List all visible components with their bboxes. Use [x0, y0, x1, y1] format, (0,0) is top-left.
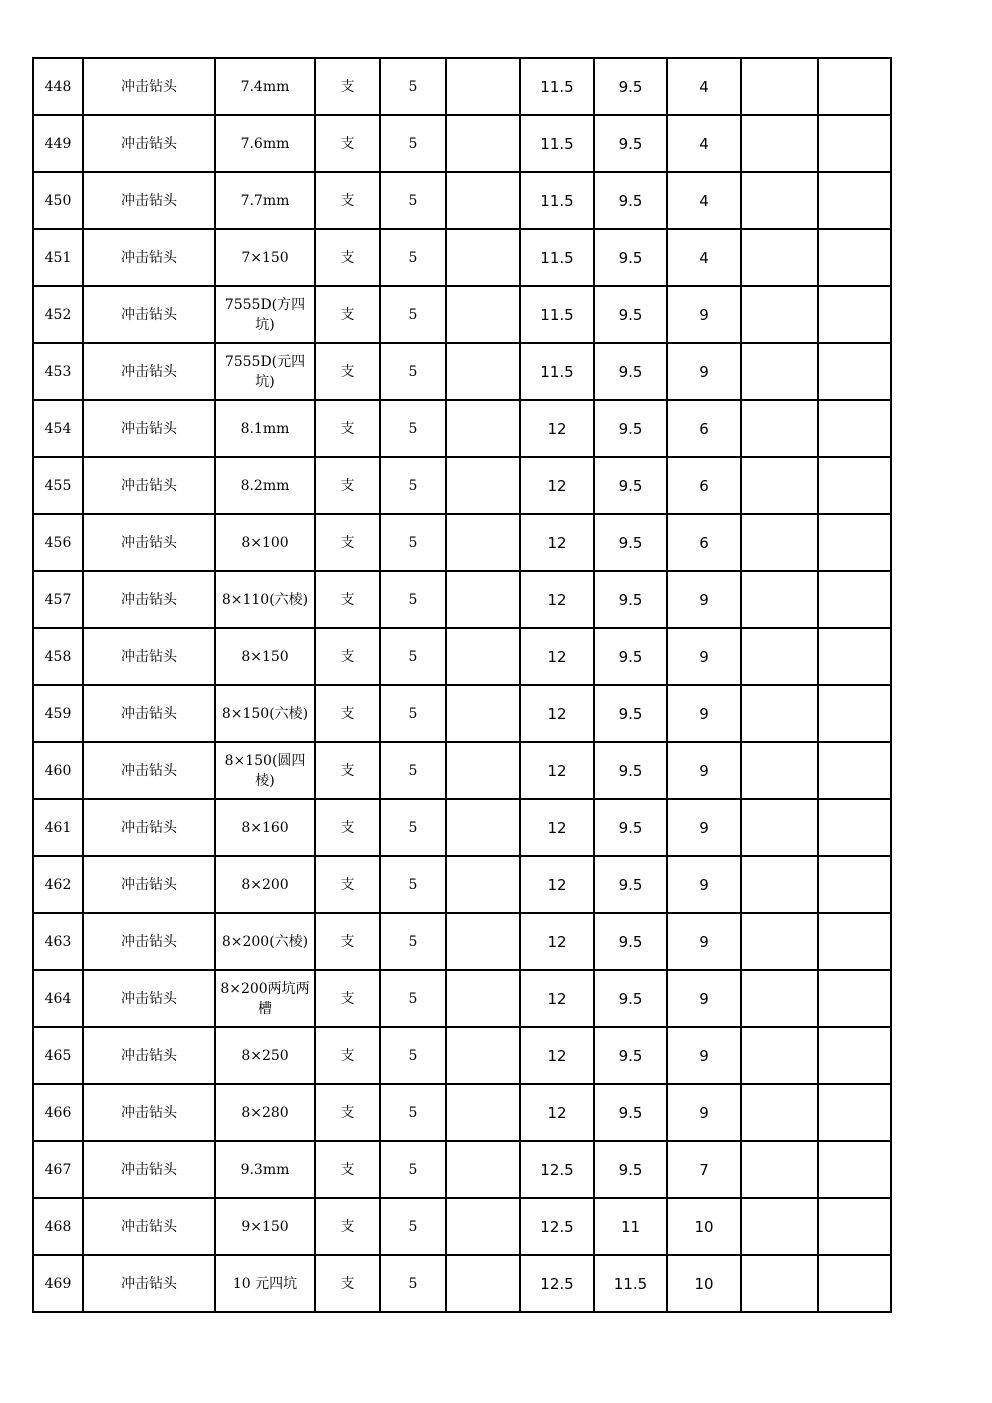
- item-name-cell: 冲击钻头: [83, 1027, 215, 1084]
- empty-cell: [818, 457, 891, 514]
- empty-cell: [741, 1255, 818, 1312]
- empty-cell: [818, 856, 891, 913]
- price-2-cell: 9.5: [594, 343, 667, 400]
- item-unit-cell: 支: [315, 115, 380, 172]
- item-qty-cell: 5: [380, 1027, 446, 1084]
- empty-cell: [818, 685, 891, 742]
- table-row: [33, 115, 891, 172]
- item-qty-cell: 5: [380, 1141, 446, 1198]
- table-row: [33, 742, 891, 799]
- empty-cell: [446, 115, 520, 172]
- empty-cell: [818, 115, 891, 172]
- table-row: [33, 799, 891, 856]
- item-name-cell: 冲击钻头: [83, 970, 215, 1027]
- empty-cell: [818, 1198, 891, 1255]
- item-number-cell: 467: [33, 1141, 83, 1198]
- price-1-cell: 11.5: [520, 286, 594, 343]
- price-1-cell: 12: [520, 742, 594, 799]
- price-2-cell: 11: [594, 1198, 667, 1255]
- empty-cell: [818, 400, 891, 457]
- price-3-cell: 9: [667, 1084, 741, 1141]
- price-2-cell: 9.5: [594, 172, 667, 229]
- table-row: [33, 1084, 891, 1141]
- empty-cell: [446, 58, 520, 115]
- item-qty-cell: 5: [380, 1255, 446, 1312]
- table-row: [33, 400, 891, 457]
- table-row: [33, 913, 891, 970]
- item-name-cell: 冲击钻头: [83, 1255, 215, 1312]
- item-number-cell: 468: [33, 1198, 83, 1255]
- empty-cell: [818, 514, 891, 571]
- item-qty-cell: 5: [380, 229, 446, 286]
- item-spec-cell: 8×200: [215, 856, 315, 913]
- empty-cell: [741, 628, 818, 685]
- item-qty-cell: 5: [380, 856, 446, 913]
- item-name-cell: 冲击钻头: [83, 58, 215, 115]
- empty-cell: [446, 457, 520, 514]
- price-2-cell: 9.5: [594, 115, 667, 172]
- item-qty-cell: 5: [380, 742, 446, 799]
- item-spec-cell: 7.4mm: [215, 58, 315, 115]
- price-1-cell: 11.5: [520, 229, 594, 286]
- item-spec-cell: 9.3mm: [215, 1141, 315, 1198]
- price-table: [32, 57, 892, 1313]
- item-qty-cell: 5: [380, 58, 446, 115]
- item-unit-cell: 支: [315, 1198, 380, 1255]
- price-2-cell: 9.5: [594, 685, 667, 742]
- item-spec-cell: 8×150(六棱): [215, 685, 315, 742]
- price-2-cell: 9.5: [594, 799, 667, 856]
- item-number-cell: 457: [33, 571, 83, 628]
- empty-cell: [818, 58, 891, 115]
- empty-cell: [446, 172, 520, 229]
- table-row: [33, 970, 891, 1027]
- item-unit-cell: 支: [315, 685, 380, 742]
- item-qty-cell: 5: [380, 172, 446, 229]
- price-3-cell: 9: [667, 970, 741, 1027]
- price-2-cell: 9.5: [594, 1027, 667, 1084]
- price-1-cell: 12: [520, 514, 594, 571]
- empty-cell: [741, 1084, 818, 1141]
- price-3-cell: 9: [667, 286, 741, 343]
- item-name-cell: 冲击钻头: [83, 685, 215, 742]
- empty-cell: [446, 1255, 520, 1312]
- price-1-cell: 12: [520, 628, 594, 685]
- empty-cell: [818, 628, 891, 685]
- empty-cell: [446, 514, 520, 571]
- price-2-cell: 9.5: [594, 400, 667, 457]
- price-2-cell: 9.5: [594, 229, 667, 286]
- empty-cell: [741, 229, 818, 286]
- item-spec-cell: 8×150(圆四棱): [215, 742, 315, 799]
- empty-cell: [818, 1255, 891, 1312]
- item-spec-cell: 8×200(六棱): [215, 913, 315, 970]
- empty-cell: [446, 1084, 520, 1141]
- item-qty-cell: 5: [380, 970, 446, 1027]
- price-2-cell: 9.5: [594, 1084, 667, 1141]
- item-name-cell: 冲击钻头: [83, 343, 215, 400]
- price-2-cell: 9.5: [594, 742, 667, 799]
- item-number-cell: 456: [33, 514, 83, 571]
- price-3-cell: 9: [667, 913, 741, 970]
- item-name-cell: 冲击钻头: [83, 400, 215, 457]
- item-spec-cell: 7.7mm: [215, 172, 315, 229]
- price-2-cell: 9.5: [594, 970, 667, 1027]
- item-number-cell: 460: [33, 742, 83, 799]
- item-spec-cell: 8.1mm: [215, 400, 315, 457]
- price-3-cell: 6: [667, 400, 741, 457]
- item-number-cell: 465: [33, 1027, 83, 1084]
- item-unit-cell: 支: [315, 58, 380, 115]
- empty-cell: [446, 685, 520, 742]
- empty-cell: [446, 1141, 520, 1198]
- empty-cell: [741, 343, 818, 400]
- empty-cell: [741, 514, 818, 571]
- item-number-cell: 452: [33, 286, 83, 343]
- empty-cell: [446, 343, 520, 400]
- empty-cell: [818, 1141, 891, 1198]
- empty-cell: [818, 742, 891, 799]
- item-name-cell: 冲击钻头: [83, 457, 215, 514]
- price-3-cell: 6: [667, 457, 741, 514]
- empty-cell: [818, 1027, 891, 1084]
- item-number-cell: 461: [33, 799, 83, 856]
- item-spec-cell: 7.6mm: [215, 115, 315, 172]
- item-unit-cell: 支: [315, 1027, 380, 1084]
- price-2-cell: 9.5: [594, 514, 667, 571]
- table-row: [33, 457, 891, 514]
- item-spec-cell: 7555D(元四坑): [215, 343, 315, 400]
- item-qty-cell: 5: [380, 400, 446, 457]
- price-1-cell: 12.5: [520, 1141, 594, 1198]
- item-name-cell: 冲击钻头: [83, 799, 215, 856]
- empty-cell: [446, 799, 520, 856]
- item-spec-cell: 8×160: [215, 799, 315, 856]
- empty-cell: [741, 856, 818, 913]
- table-row: [33, 1255, 891, 1312]
- price-2-cell: 9.5: [594, 457, 667, 514]
- price-2-cell: 9.5: [594, 856, 667, 913]
- item-unit-cell: 支: [315, 970, 380, 1027]
- price-3-cell: 9: [667, 343, 741, 400]
- price-3-cell: 6: [667, 514, 741, 571]
- item-name-cell: 冲击钻头: [83, 514, 215, 571]
- item-number-cell: 451: [33, 229, 83, 286]
- empty-cell: [741, 742, 818, 799]
- empty-cell: [741, 457, 818, 514]
- empty-cell: [741, 571, 818, 628]
- item-unit-cell: 支: [315, 400, 380, 457]
- table-row: [33, 628, 891, 685]
- empty-cell: [818, 799, 891, 856]
- item-number-cell: 466: [33, 1084, 83, 1141]
- price-1-cell: 12.5: [520, 1255, 594, 1312]
- empty-cell: [446, 286, 520, 343]
- item-unit-cell: 支: [315, 286, 380, 343]
- item-unit-cell: 支: [315, 856, 380, 913]
- empty-cell: [818, 1084, 891, 1141]
- item-unit-cell: 支: [315, 571, 380, 628]
- table-row: [33, 514, 891, 571]
- item-name-cell: 冲击钻头: [83, 1141, 215, 1198]
- item-qty-cell: 5: [380, 1198, 446, 1255]
- price-1-cell: 12: [520, 970, 594, 1027]
- item-number-cell: 462: [33, 856, 83, 913]
- empty-cell: [446, 1027, 520, 1084]
- empty-cell: [741, 286, 818, 343]
- empty-cell: [741, 1198, 818, 1255]
- empty-cell: [818, 913, 891, 970]
- empty-cell: [818, 286, 891, 343]
- empty-cell: [446, 742, 520, 799]
- price-1-cell: 12: [520, 685, 594, 742]
- empty-cell: [741, 970, 818, 1027]
- price-1-cell: 12: [520, 400, 594, 457]
- item-unit-cell: 支: [315, 172, 380, 229]
- empty-cell: [741, 400, 818, 457]
- item-qty-cell: 5: [380, 115, 446, 172]
- price-1-cell: 11.5: [520, 58, 594, 115]
- price-1-cell: 12: [520, 913, 594, 970]
- table-row: [33, 58, 891, 115]
- price-3-cell: 9: [667, 628, 741, 685]
- item-number-cell: 448: [33, 58, 83, 115]
- item-spec-cell: 8×200两坑两槽: [215, 970, 315, 1027]
- item-unit-cell: 支: [315, 1141, 380, 1198]
- item-number-cell: 469: [33, 1255, 83, 1312]
- empty-cell: [818, 229, 891, 286]
- empty-cell: [446, 229, 520, 286]
- price-3-cell: 10: [667, 1255, 741, 1312]
- price-1-cell: 12: [520, 799, 594, 856]
- price-1-cell: 12: [520, 856, 594, 913]
- item-name-cell: 冲击钻头: [83, 742, 215, 799]
- item-qty-cell: 5: [380, 343, 446, 400]
- table-row: [33, 343, 891, 400]
- price-2-cell: 11.5: [594, 1255, 667, 1312]
- table-body: [33, 58, 891, 1312]
- empty-cell: [818, 172, 891, 229]
- empty-cell: [446, 913, 520, 970]
- empty-cell: [741, 799, 818, 856]
- item-unit-cell: 支: [315, 343, 380, 400]
- empty-cell: [446, 571, 520, 628]
- price-2-cell: 9.5: [594, 286, 667, 343]
- item-name-cell: 冲击钻头: [83, 571, 215, 628]
- table-row: [33, 571, 891, 628]
- empty-cell: [741, 1027, 818, 1084]
- item-name-cell: 冲击钻头: [83, 286, 215, 343]
- item-spec-cell: 8×100: [215, 514, 315, 571]
- price-3-cell: 4: [667, 58, 741, 115]
- table-row: [33, 1198, 891, 1255]
- empty-cell: [741, 115, 818, 172]
- item-number-cell: 453: [33, 343, 83, 400]
- price-1-cell: 12.5: [520, 1198, 594, 1255]
- item-name-cell: 冲击钻头: [83, 172, 215, 229]
- item-unit-cell: 支: [315, 1084, 380, 1141]
- table-row: [33, 1141, 891, 1198]
- price-3-cell: 9: [667, 856, 741, 913]
- price-1-cell: 12: [520, 571, 594, 628]
- item-number-cell: 454: [33, 400, 83, 457]
- item-name-cell: 冲击钻头: [83, 1198, 215, 1255]
- item-qty-cell: 5: [380, 913, 446, 970]
- item-number-cell: 455: [33, 457, 83, 514]
- table-row: [33, 229, 891, 286]
- price-1-cell: 12: [520, 1084, 594, 1141]
- empty-cell: [818, 970, 891, 1027]
- item-qty-cell: 5: [380, 457, 446, 514]
- item-name-cell: 冲击钻头: [83, 229, 215, 286]
- item-name-cell: 冲击钻头: [83, 913, 215, 970]
- item-spec-cell: 8×250: [215, 1027, 315, 1084]
- item-name-cell: 冲击钻头: [83, 115, 215, 172]
- empty-cell: [446, 1198, 520, 1255]
- price-2-cell: 9.5: [594, 913, 667, 970]
- item-unit-cell: 支: [315, 742, 380, 799]
- item-unit-cell: 支: [315, 913, 380, 970]
- price-1-cell: 11.5: [520, 343, 594, 400]
- item-qty-cell: 5: [380, 571, 446, 628]
- item-number-cell: 458: [33, 628, 83, 685]
- item-unit-cell: 支: [315, 1255, 380, 1312]
- price-1-cell: 12: [520, 1027, 594, 1084]
- item-name-cell: 冲击钻头: [83, 856, 215, 913]
- price-1-cell: 11.5: [520, 172, 594, 229]
- item-spec-cell: 8×150: [215, 628, 315, 685]
- item-spec-cell: 8×280: [215, 1084, 315, 1141]
- price-2-cell: 9.5: [594, 571, 667, 628]
- item-unit-cell: 支: [315, 229, 380, 286]
- price-2-cell: 9.5: [594, 1141, 667, 1198]
- table-row: [33, 1027, 891, 1084]
- price-3-cell: 7: [667, 1141, 741, 1198]
- empty-cell: [818, 571, 891, 628]
- item-number-cell: 463: [33, 913, 83, 970]
- item-spec-cell: 8.2mm: [215, 457, 315, 514]
- table-row: [33, 856, 891, 913]
- table-row: [33, 685, 891, 742]
- item-name-cell: 冲击钻头: [83, 628, 215, 685]
- item-qty-cell: 5: [380, 628, 446, 685]
- item-number-cell: 459: [33, 685, 83, 742]
- table-row: [33, 172, 891, 229]
- item-unit-cell: 支: [315, 514, 380, 571]
- table-row: [33, 286, 891, 343]
- item-number-cell: 464: [33, 970, 83, 1027]
- empty-cell: [446, 970, 520, 1027]
- price-3-cell: 4: [667, 172, 741, 229]
- item-qty-cell: 5: [380, 1084, 446, 1141]
- empty-cell: [818, 343, 891, 400]
- price-1-cell: 12: [520, 457, 594, 514]
- item-unit-cell: 支: [315, 457, 380, 514]
- price-3-cell: 4: [667, 229, 741, 286]
- empty-cell: [741, 172, 818, 229]
- empty-cell: [741, 1141, 818, 1198]
- price-2-cell: 9.5: [594, 58, 667, 115]
- empty-cell: [446, 628, 520, 685]
- item-unit-cell: 支: [315, 628, 380, 685]
- item-qty-cell: 5: [380, 799, 446, 856]
- empty-cell: [741, 58, 818, 115]
- empty-cell: [741, 913, 818, 970]
- price-3-cell: 9: [667, 571, 741, 628]
- price-1-cell: 11.5: [520, 115, 594, 172]
- item-name-cell: 冲击钻头: [83, 1084, 215, 1141]
- price-3-cell: 9: [667, 799, 741, 856]
- item-number-cell: 449: [33, 115, 83, 172]
- price-2-cell: 9.5: [594, 628, 667, 685]
- item-spec-cell: 8×110(六棱): [215, 571, 315, 628]
- item-spec-cell: 10 元四坑: [215, 1255, 315, 1312]
- empty-cell: [741, 685, 818, 742]
- item-spec-cell: 9×150: [215, 1198, 315, 1255]
- item-spec-cell: 7×150: [215, 229, 315, 286]
- item-unit-cell: 支: [315, 799, 380, 856]
- empty-cell: [446, 856, 520, 913]
- price-3-cell: 9: [667, 742, 741, 799]
- item-qty-cell: 5: [380, 685, 446, 742]
- price-3-cell: 10: [667, 1198, 741, 1255]
- empty-cell: [446, 400, 520, 457]
- item-number-cell: 450: [33, 172, 83, 229]
- item-spec-cell: 7555D(方四坑): [215, 286, 315, 343]
- item-qty-cell: 5: [380, 286, 446, 343]
- item-qty-cell: 5: [380, 514, 446, 571]
- price-3-cell: 4: [667, 115, 741, 172]
- price-3-cell: 9: [667, 1027, 741, 1084]
- price-3-cell: 9: [667, 685, 741, 742]
